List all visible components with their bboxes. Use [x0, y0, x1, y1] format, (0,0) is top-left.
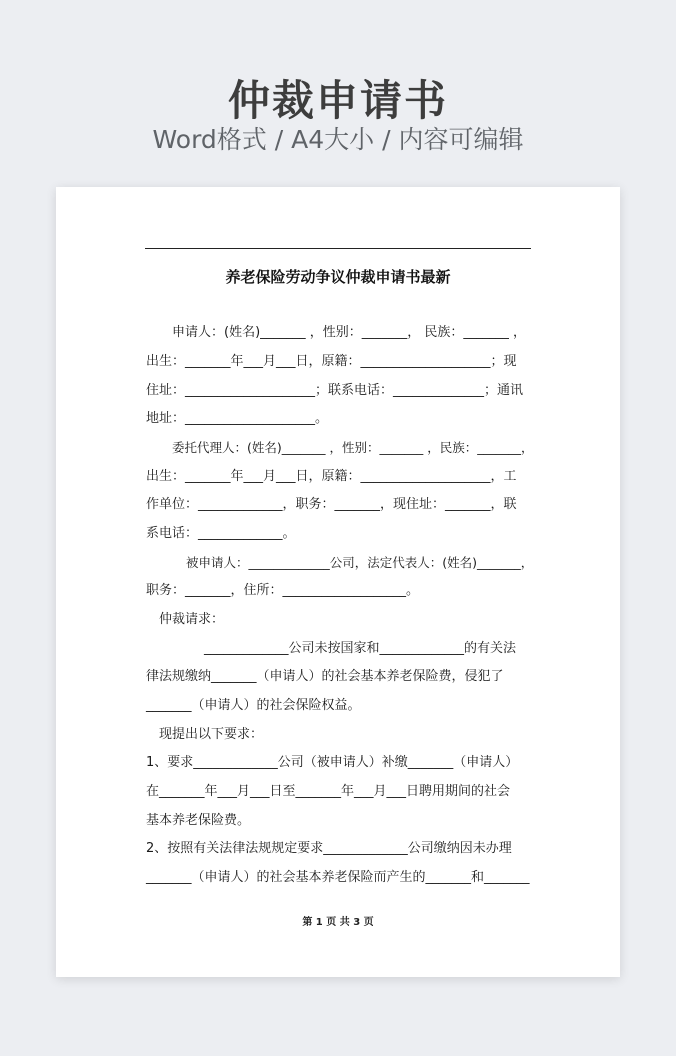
paragraph-line: 系电话：_____________。 — [146, 526, 296, 541]
paragraph-line: 律法规缴纳_______（申请人）的社会基本养老保险费，侵犯了 — [146, 669, 504, 684]
paragraph-line: 基本养老保险费。 — [146, 813, 251, 828]
banner-title: 仲裁申请书 — [227, 76, 448, 125]
page-footer: 第 1 页 共 3 页 — [302, 917, 374, 928]
section-heading: 现提出以下要求： — [159, 727, 264, 742]
paragraph-line: 作单位：_____________，职务：_______，现住址：_______，联 — [146, 497, 517, 512]
paragraph-line: 出生：_______年___月___日，原籍：____________________；现 — [146, 354, 517, 369]
paragraph-line: _____________公司未按国家和_____________的有关法 — [204, 641, 517, 656]
header-rule — [145, 248, 531, 249]
paragraph-line: 委托代理人：(姓名)_______ ，性别：_______ ，民族：_______， — [172, 440, 534, 455]
paragraph-line: 在_______年___月___日至_______年___月___日聘用期间的社会 — [146, 784, 511, 799]
section-heading: 仲裁请求： — [159, 612, 225, 627]
paragraph-line: 住址：____________________；联系电话：______________；通讯 — [146, 383, 524, 398]
paragraph-line: 2、按照有关法律法规规定要求_____________公司缴纳因未办理 — [146, 841, 512, 856]
document-title: 养老保险劳动争议仲裁申请书最新 — [225, 268, 451, 286]
paragraph-line: 1、要求_____________公司（被申请人）补缴_______（申请人） — [146, 755, 519, 770]
paragraph-line: 被申请人：_____________公司，法定代表人：(姓名)_______， — [186, 555, 534, 570]
paragraph-line: 出生：_______年___月___日，原籍：____________________，工 — [146, 469, 517, 484]
paragraph-line: 申请人：(姓名)_______ ，性别：_______， 民族：_______ ， — [172, 325, 527, 340]
paragraph-line: _______（申请人）的社会基本养老保险而产生的_______和_______ — [146, 870, 530, 885]
document-page — [56, 187, 620, 977]
paragraph-line: 地址：____________________。 — [146, 411, 329, 426]
banner-subtitle: Word格式 / A4大小 / 内容可编辑 — [152, 125, 524, 154]
paragraph-line: 职务：_______，住所：___________________。 — [146, 583, 420, 598]
paragraph-line: _______（申请人）的社会保险权益。 — [146, 698, 361, 713]
